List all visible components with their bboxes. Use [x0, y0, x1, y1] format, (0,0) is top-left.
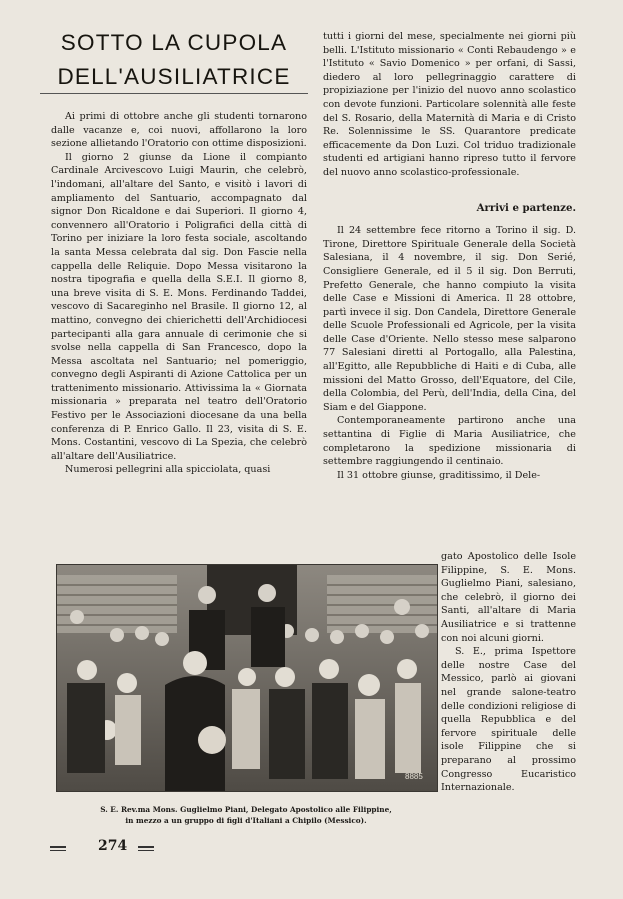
section-heading: Arrivi e partenze. — [476, 201, 576, 214]
photo-mark: 8885 — [405, 772, 423, 781]
ornament-icon — [138, 846, 154, 852]
right-column — [323, 30, 576, 482]
wrapped-text-column — [441, 550, 576, 795]
paragraph: Il 24 settembre fece ritorno a Torino il sig. D. Tirone, Direttore Spirituale Generale della Società Salesiana, il 4 novembre, il sig. Don Serié, Consigliere Generale, ed il 5 il sig. Don Berruti, Prefetto Generale, che hanno compiuto la visita delle Case e Missioni di America. Il 28 ottobre, partì invece il sig. Don Candela, Direttore Generale delle Scuole Professionali ed Agricole, per la visita delle Case d'Oriente. Nello stesso mese salparono 77 Salesiani diretti al Portogallo, alla Palestina, all'Egitto, alle Repubbliche di Haiti e di Cuba, alle missioni del Matto Grosso, dell'Equatore, del Cile, della Colombia, del Perù, dell'India, della Cina, del Siam e del Giappone. — [323, 225, 576, 413]
paragraph: Ai primi di ottobre anche gli studenti tornarono dalle vacanze e, coi nuovi, affollarono la loro sezione allietando l'Oratorio con ottime disposizioni. — [51, 111, 307, 150]
paragraph: Il 31 ottobre giunse, graditissimo, il Dele- — [337, 469, 541, 481]
title-rule — [40, 93, 308, 94]
paragraph: S. E., prima Ispettore delle nostre Case del Messico, parlò ai giovani nel grande salone-teatro delle condizioni religiose di quella Repubblica e del fervore spirituale delle isole Filippine che si preparano al prossimo Congresso Eucaristico Internazionale. — [441, 646, 576, 794]
photo-caption — [56, 804, 436, 826]
title-line-1: SOTTO LA CUPOLA — [60, 30, 288, 55]
title-line-2: DELL'AUSILIATRICE — [57, 64, 291, 89]
caption-line-2: in mezzo a un gruppo di figli d'Italiani a Chipilo (Messico). — [125, 816, 367, 825]
paragraph: Contemporaneamente partirono anche una settantina di Figlie di Maria Ausiliatrice, che completarono la spedizione missionaria di settembre raggiungendo il centinaio. — [323, 415, 576, 468]
page-number: 274 — [98, 838, 128, 854]
paragraph: Il giorno 2 giunse da Lione il compianto Cardinale Arcivescovo Luigi Maurin, che celebrò, l'indomani, all'altare del Santo, e visitò i lavori di ampliamento del Santuario, accompagnato dal signor Don Ricaldone e dai Superiori. Il giorno 4, convennero all'Oratorio i Poligrafici della città di Torino per iniziare la loro festa sociale, ascoltando la santa Messa celebrata dal sig. Don Fascie nella cappella delle Reliquie. Dopo Messa visitarono la nostra tipografia e quella della S.E.I. Il giorno 8, una breve visita di S. E. Mons. Ferdinando Taddei, vescovo di Sacareginho nel Brasile. Il giorno 12, al mattino, convegno dei chierichetti dell'Archidiocesi partecipanti alla gara annuale di cerimonie che si svolse nella cappella di San Francesco, dopo la Messa ascoltata nel Santuario; nel pomeriggio, convegno degli Aspiranti di Azione Cattolica per un trattenimento missionario. Attivissima la « Giornata missionaria » preparata nel teatro dell'Oratorio Festivo per le Associazioni diocesane da una bella conferenza di P. Enrico Gallo. Il 23, visita di S. E. Mons. Costantini, vescovo di La Spezia, che celebrò all'altare dell'Ausiliatrice. — [51, 151, 307, 462]
article-title — [40, 26, 308, 94]
paragraph: Numerosi pellegrini alla spicciolata, quasi — [65, 464, 271, 476]
paragraph: gato Apostolico delle Isole Filippine, S. E. Mons. Guglielmo Piani, salesiano, che celebrò, il giorno dei Santi, all'altare di Maria Ausiliatrice e si trattenne con noi alcuni giorni. — [441, 551, 576, 644]
group-photograph — [56, 564, 438, 792]
caption-line-1: S. E. Rev.ma Mons. Guglielmo Piani, Delegato Apostolico alle Filippine, — [100, 805, 392, 814]
ornament-icon — [50, 846, 66, 852]
photo-illustration — [57, 565, 437, 791]
left-column — [51, 110, 307, 477]
paragraph: tutti i giorni del mese, specialmente nei giorni più belli. L'Istituto missionario « Conti Rebaudengo » e l'Istituto « Savio Domenico » per orfani, di Sassi, diedero al loro pellegrinaggio carattere di propiziazione per l'inizio del nuovo anno scolastico con devote funzioni. Particolare solennità alle feste del S. Rosario, della Maternità di Maria e di Cristo Re. Solennissime le SS. Quarantore predicate efficacemente da Don Luzi. Col triduo tradizionale studenti ed artigiani hanno ripreso tutto il fervore del nuovo anno scolastico-professionale. — [323, 31, 576, 178]
